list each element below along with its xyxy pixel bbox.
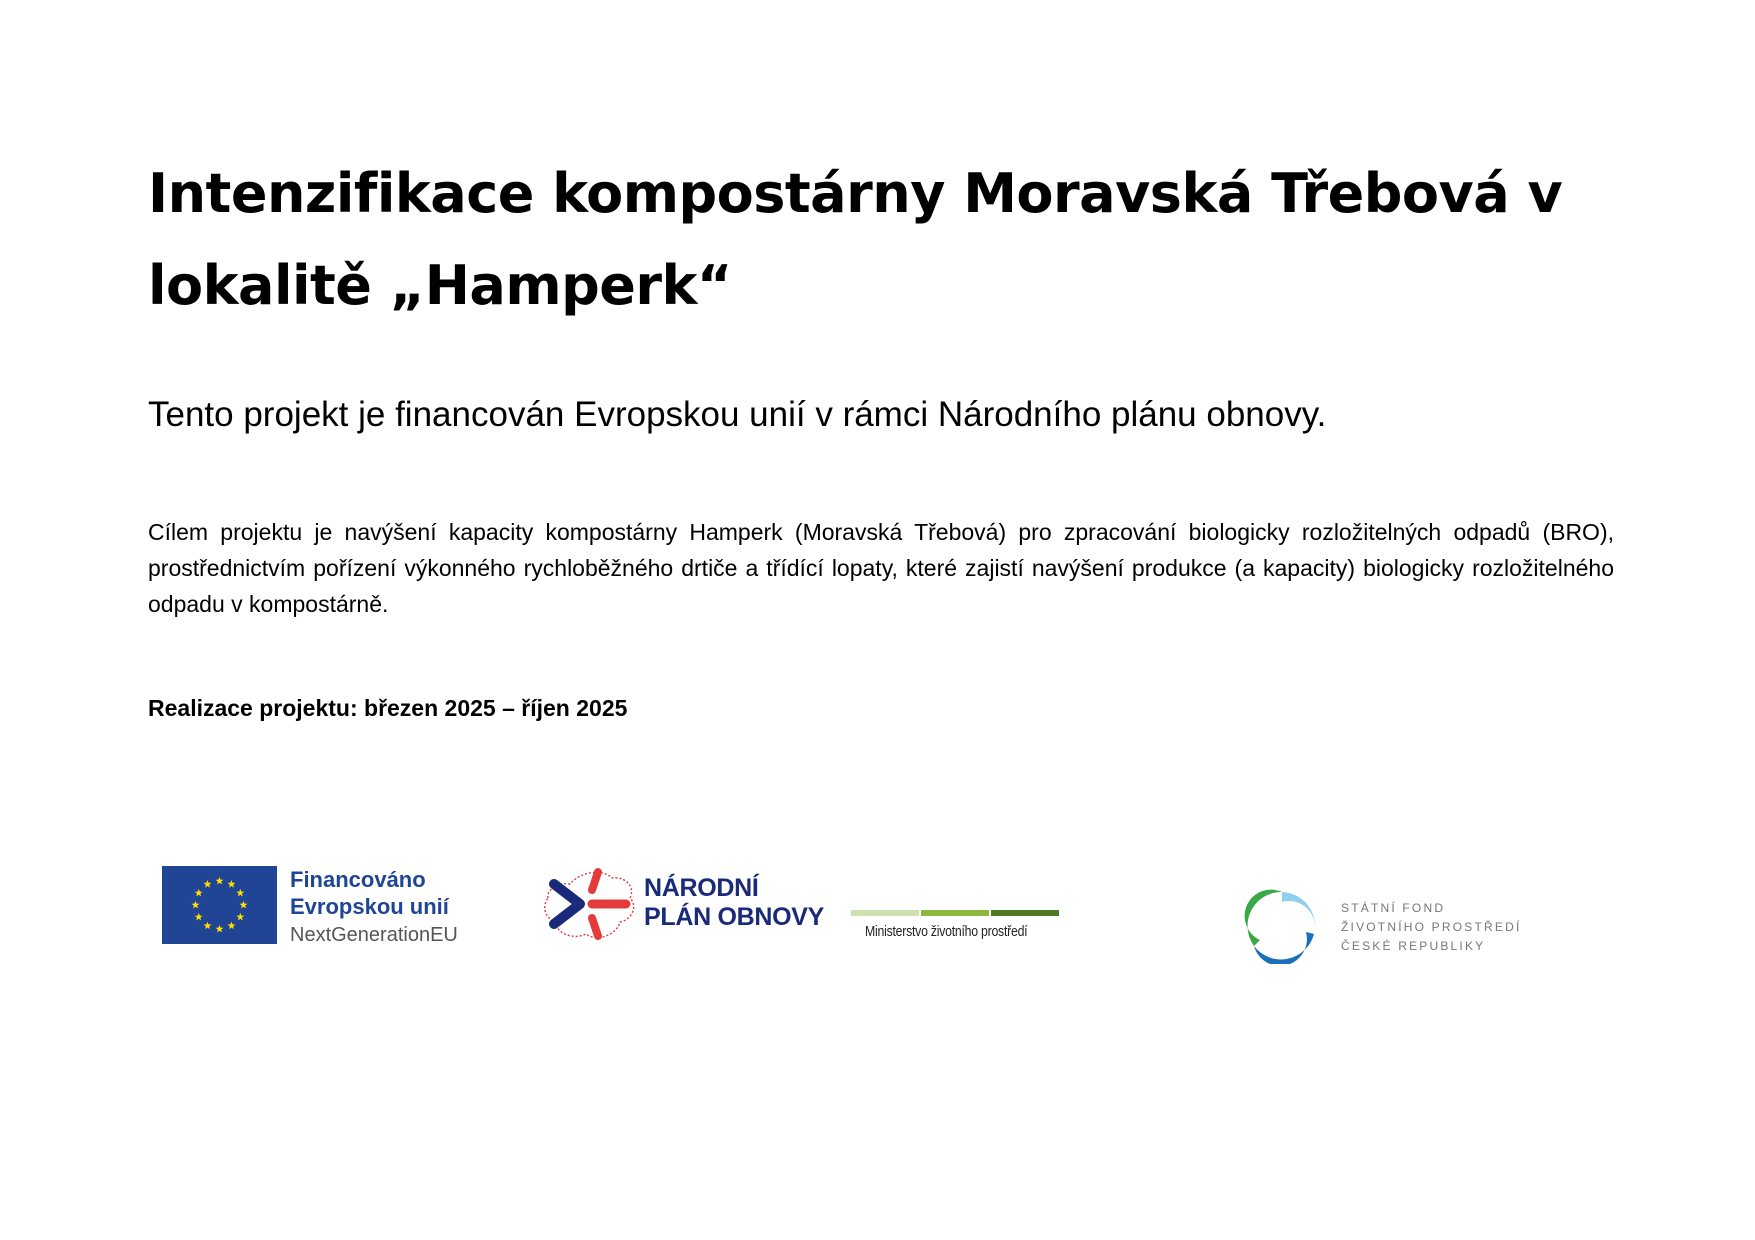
eu-logo-line1: Financováno — [290, 867, 426, 892]
eu-star-icon — [236, 913, 244, 921]
npo-logo-line1: NÁRODNÍ — [644, 874, 759, 902]
eu-star-icon — [195, 889, 203, 897]
npo-logo-text — [644, 874, 824, 932]
mzp-logo — [851, 910, 1061, 946]
project-description: Cílem projektu je navýšení kapacity kompostárny Hamperk (Moravská Třebová) pro zpracování biologicky rozložitelných odpadů (BRO), prostřednictvím pořízení výkonného rychloběžného drtiče a třídící lopaty, které zajistí navýšení produkce (a kapacity) biologicky rozložitelného odpadu v kompostárně. — [148, 519, 1614, 617]
realization-period: Realizace projektu: březen 2025 – říjen 2025 — [148, 695, 628, 721]
mzp-bar — [991, 910, 1059, 916]
eu-star-icon — [228, 880, 236, 888]
eu-star-icon — [195, 913, 203, 921]
npo-logo-line2: PLÁN OBNOVY — [644, 903, 825, 931]
npo-mark-icon — [540, 862, 640, 946]
sfzp-logo — [1244, 888, 1524, 966]
sfzp-logo-line2: ŽIVOTNÍHO PROSTŘEDÍ — [1341, 920, 1522, 934]
eu-star-icon — [228, 922, 236, 930]
mzp-bar — [921, 910, 989, 916]
eu-star-icon — [204, 922, 212, 930]
mzp-bar — [851, 910, 919, 916]
eu-star-icon — [192, 901, 200, 909]
sfzp-swirl-icon — [1244, 888, 1320, 964]
eu-logo-text — [290, 866, 480, 949]
eu-logo-line3: NextGenerationEU — [290, 924, 458, 946]
eu-star-icon — [216, 877, 224, 885]
eu-star-icon — [216, 925, 224, 933]
sfzp-logo-text — [1341, 899, 1521, 956]
eu-star-icon — [236, 889, 244, 897]
sfzp-logo-line1: STÁTNÍ FOND — [1341, 901, 1446, 915]
npo-logo — [540, 862, 840, 947]
funding-statement: Tento projekt je financován Evropskou unií v rámci Národního plánu obnovy. — [148, 395, 1327, 434]
sfzp-logo-line3: ČESKÉ REPUBLIKY — [1341, 939, 1486, 953]
eu-flag-icon — [162, 866, 277, 944]
eu-star-icon — [204, 880, 212, 888]
mzp-color-bars — [851, 910, 1059, 916]
page-title: Intenzifikace kompostárny Moravská Třebová v lokalitě „Hamperk“ — [148, 162, 1563, 317]
eu-funding-logo — [162, 866, 472, 946]
eu-star-icon — [240, 901, 248, 909]
mzp-logo-text: Ministerstvo životního prostředí — [865, 923, 1028, 940]
eu-logo-line2: Evropskou unií — [290, 894, 449, 919]
